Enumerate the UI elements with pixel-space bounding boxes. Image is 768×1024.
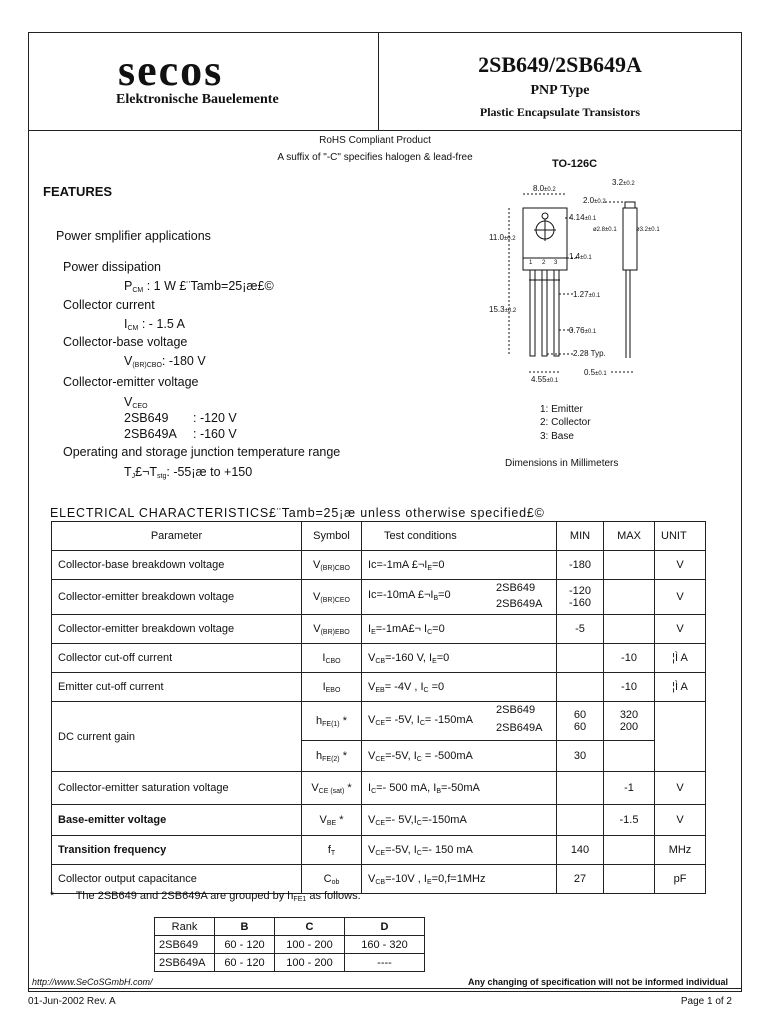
marking-dot bbox=[542, 213, 548, 219]
symbol-cell bbox=[302, 580, 362, 615]
company-name: Elektronische Bauelemente bbox=[116, 92, 279, 107]
condition-mid: =- 5V,I bbox=[385, 813, 417, 826]
dim-step bbox=[569, 252, 592, 261]
pin-number-3: 3 bbox=[554, 260, 558, 266]
dim-lead-thick bbox=[569, 326, 596, 335]
feature-application: Power smplifier applications bbox=[56, 229, 211, 243]
max-cell bbox=[604, 615, 655, 644]
table-row bbox=[155, 954, 425, 972]
condition-cell bbox=[362, 673, 557, 702]
symbol-subscript: FE(1) bbox=[322, 720, 340, 728]
dim-thickness-value: 3.2 bbox=[612, 178, 624, 187]
symbol-cell bbox=[302, 702, 362, 741]
features-title: FEATURES bbox=[43, 184, 113, 199]
symbol-text: I bbox=[322, 680, 326, 693]
pcm-value: : 1 W £¨Tamb=25¡æ£© bbox=[146, 279, 274, 293]
condition-text: V bbox=[368, 813, 376, 826]
symbol-cell bbox=[302, 836, 362, 865]
symbol-cell bbox=[302, 805, 362, 836]
note-subscript: FE1 bbox=[293, 896, 307, 903]
min-cell: 140 bbox=[557, 836, 604, 865]
symbol-text: V bbox=[311, 781, 319, 794]
electrical-characteristics-table bbox=[51, 521, 706, 894]
condition-subscript: CE bbox=[375, 755, 386, 763]
dim-step-value: 1.4 bbox=[569, 252, 581, 261]
table-row bbox=[155, 936, 425, 954]
symbol-cell bbox=[302, 741, 362, 772]
max-cell bbox=[604, 551, 655, 580]
dim-side-lead-value: 0.5 bbox=[584, 368, 596, 377]
condition-main bbox=[368, 589, 451, 602]
max-cell bbox=[604, 836, 655, 865]
pin-number-2: 2 bbox=[542, 260, 546, 266]
device-2sb649a: 2SB649A bbox=[496, 598, 543, 610]
dim-body-height-value: 11.0 bbox=[489, 233, 504, 242]
param-cell: Collector output capacitance bbox=[52, 865, 302, 894]
unit-cell bbox=[655, 702, 706, 772]
condition-cell bbox=[362, 702, 557, 741]
symbol-star: * bbox=[339, 813, 344, 826]
icm-spec bbox=[124, 317, 185, 332]
unit-cell: ¦Ì A bbox=[655, 673, 706, 702]
min-cell bbox=[557, 580, 604, 615]
condition-text: V bbox=[368, 714, 376, 726]
rank-table bbox=[154, 917, 425, 972]
tj-symbol: T bbox=[124, 465, 132, 479]
ce-voltage-label: Collector-emitter voltage bbox=[63, 375, 199, 389]
header-conditions bbox=[362, 522, 557, 551]
package-title: TO-126C bbox=[552, 158, 598, 170]
condition-text: I bbox=[368, 781, 372, 794]
condition-mid: =-5V, I bbox=[385, 843, 417, 856]
tstg-symbol: £¬T bbox=[135, 465, 158, 479]
dim-hole-dia-tol: ±0.1 bbox=[605, 227, 617, 233]
note-end: as follows. bbox=[306, 890, 361, 902]
table-row bbox=[52, 673, 706, 702]
rank-d-value: ---- bbox=[345, 954, 425, 972]
condition-cell bbox=[362, 741, 557, 772]
condition-end: =-50mA bbox=[441, 781, 480, 794]
unit-cell: V bbox=[655, 551, 706, 580]
dim-width-value: 8.0 bbox=[533, 184, 545, 193]
lead-2 bbox=[542, 270, 547, 356]
max-cell bbox=[604, 702, 655, 741]
condition-subscript: B bbox=[433, 595, 439, 602]
vceo-2sb649a-name: 2SB649A bbox=[124, 427, 177, 441]
dim-lead-thick-value: 0.76 bbox=[569, 326, 585, 335]
symbol-cell bbox=[302, 551, 362, 580]
condition-text: V bbox=[368, 872, 376, 885]
unit-cell: V bbox=[655, 772, 706, 805]
condition-subscript-2: E bbox=[426, 878, 432, 886]
vceo-2sb649a-value: : -160 V bbox=[193, 427, 237, 441]
symbol-star: * bbox=[342, 749, 347, 762]
dim-lead-span-tol: ±0.1 bbox=[546, 378, 559, 384]
device-2sb649a: 2SB649A bbox=[496, 722, 543, 734]
condition-cell bbox=[362, 865, 557, 894]
pin-3-label: 3: Base bbox=[540, 431, 574, 442]
symbol-text: h bbox=[316, 749, 323, 762]
condition-text: V bbox=[368, 749, 376, 762]
dim-lead-length bbox=[489, 305, 516, 314]
header-max: MAX bbox=[604, 522, 655, 551]
condition-end: =0,f=1MHz bbox=[431, 872, 486, 885]
rank-header-row bbox=[155, 918, 425, 936]
condition-end: = -500mA bbox=[421, 749, 473, 762]
icm-subscript: CM bbox=[127, 325, 139, 332]
dim-lead-width-value: 1.27 bbox=[573, 290, 589, 299]
dim-step-tol: ±0.1 bbox=[580, 255, 592, 261]
symbol-subscript: CBO bbox=[325, 657, 341, 665]
pin-2-label: 2: Collector bbox=[540, 417, 591, 428]
symbol-text: V bbox=[313, 558, 321, 571]
dim-body-height bbox=[489, 233, 516, 242]
lead-3 bbox=[554, 270, 559, 356]
dim-lead-thick-tol: ±0.1 bbox=[584, 329, 597, 335]
condition-subscript: CE bbox=[375, 720, 386, 727]
pin-number-1: 1 bbox=[529, 260, 533, 266]
condition-mid: =-1mA£¬ I bbox=[375, 622, 428, 635]
min-2sb649a: 60 bbox=[573, 721, 587, 733]
condition-cell bbox=[362, 615, 557, 644]
param-cell: DC current gain bbox=[52, 702, 302, 772]
condition-subscript-2: C bbox=[427, 628, 433, 636]
condition-end: = -150mA bbox=[424, 714, 473, 726]
unit-cell: pF bbox=[655, 865, 706, 894]
temperature-value: : -55¡æ to +150 bbox=[166, 465, 253, 479]
dim-tab-value: 2.0 bbox=[583, 196, 595, 205]
symbol-subscript: T bbox=[330, 849, 336, 857]
dim-pitch: 2.28 Typ. bbox=[573, 349, 606, 358]
rank-header-c: C bbox=[275, 918, 345, 936]
tstg-subscript: stg bbox=[157, 473, 167, 480]
condition-mid: = -5V, I bbox=[385, 714, 420, 726]
condition-subscript: CB bbox=[375, 657, 386, 665]
product-subtitle: Plastic Encapsulate Transistors bbox=[479, 105, 641, 119]
dim-side-dia-tol: ±0.1 bbox=[648, 227, 660, 233]
condition-subscript-2: C bbox=[419, 720, 425, 727]
condition-subscript-2: E bbox=[432, 657, 437, 665]
condition-text: V bbox=[368, 651, 376, 664]
min-2sb649: 60 bbox=[573, 709, 587, 721]
table-row bbox=[52, 805, 706, 836]
condition-end: =0 bbox=[431, 558, 445, 571]
condition-end: =0 bbox=[436, 651, 450, 664]
rank-header: Rank bbox=[155, 918, 215, 936]
symbol-subscript: BE bbox=[326, 819, 337, 827]
icm-value: : - 1.5 A bbox=[141, 317, 185, 331]
symbol-text: I bbox=[322, 651, 326, 664]
symbol-cell bbox=[302, 673, 362, 702]
vceo-symbol bbox=[124, 395, 148, 410]
min-cell bbox=[557, 805, 604, 836]
header-min: MIN bbox=[557, 522, 604, 551]
table-row bbox=[52, 580, 706, 615]
halogen-notice: A suffix of "-C" specifies halogen & lead-free bbox=[277, 152, 473, 163]
symbol-text: V bbox=[313, 590, 321, 603]
rank-b-value: 60 - 120 bbox=[215, 954, 275, 972]
condition-subscript: E bbox=[371, 628, 376, 636]
symbol-star: * bbox=[342, 714, 347, 727]
table-row bbox=[52, 615, 706, 644]
symbol-subscript: (BR)CEO bbox=[320, 596, 350, 604]
condition-cell bbox=[362, 836, 557, 865]
dim-lead-span bbox=[531, 375, 558, 384]
min-2sb649: -120 bbox=[568, 585, 592, 597]
param-cell: Collector-emitter breakdown voltage bbox=[52, 580, 302, 615]
condition-subscript-2: C bbox=[416, 819, 422, 827]
min-2sb649a: -160 bbox=[568, 597, 592, 609]
condition-mid: =- 500 mA, I bbox=[376, 781, 437, 794]
symbol-text: V bbox=[313, 622, 321, 635]
rank-device: 2SB649 bbox=[155, 936, 215, 954]
collector-current-label: Collector current bbox=[63, 298, 155, 312]
table-row bbox=[52, 702, 706, 741]
dim-side-dia bbox=[636, 227, 660, 233]
revision-date: 01-Jun-2002 Rev. A bbox=[28, 996, 116, 1007]
dim-lead-width bbox=[573, 290, 600, 299]
vcbo-spec bbox=[124, 354, 206, 369]
dim-lead-length-value: 15.3 bbox=[489, 305, 505, 314]
max-cell bbox=[604, 865, 655, 894]
condition-cell bbox=[362, 644, 557, 673]
min-cell bbox=[557, 644, 604, 673]
condition-end: =0 bbox=[432, 622, 445, 635]
header-parameter: Parameter bbox=[52, 522, 302, 551]
symbol-subscript: CE (sat) bbox=[318, 787, 345, 795]
vceo-subscript: CEO bbox=[132, 403, 148, 410]
transistor-type: PNP Type bbox=[530, 83, 590, 98]
vceo-2sb649-value: : -120 V bbox=[193, 411, 237, 425]
param-cell: Emitter cut-off current bbox=[52, 673, 302, 702]
dim-hole-dia-value: ø2.8 bbox=[593, 227, 606, 233]
power-dissipation-label: Power dissipation bbox=[63, 260, 161, 274]
dim-lead-span-value: 4.55 bbox=[531, 375, 547, 384]
max-cell: -10 bbox=[604, 673, 655, 702]
dim-side-dia-value: ø3.2 bbox=[636, 227, 649, 233]
symbol-cell bbox=[302, 644, 362, 673]
dim-thickness-tol: ±0.2 bbox=[623, 181, 635, 187]
condition-subscript-2: C bbox=[416, 849, 422, 857]
param-cell: Collector-base breakdown voltage bbox=[52, 551, 302, 580]
param-cell: Collector-emitter saturation voltage bbox=[52, 772, 302, 805]
condition-text: V bbox=[368, 843, 376, 856]
min-cell: 30 bbox=[557, 741, 604, 772]
dim-side-lead-tol: ±0.1 bbox=[595, 371, 607, 377]
table-row bbox=[52, 551, 706, 580]
footer-divider bbox=[28, 988, 742, 989]
header-divider-horizontal bbox=[28, 130, 742, 131]
dim-hole-pos-tol: ±0.1 bbox=[584, 216, 597, 222]
change-notice: Any changing of specification will not be informed individual bbox=[467, 977, 728, 987]
symbol-text: V bbox=[319, 813, 327, 826]
condition-text: V bbox=[368, 680, 376, 693]
unit-cell: MHz bbox=[655, 836, 706, 865]
condition-end: =0 bbox=[428, 680, 445, 693]
min-cell: -180 bbox=[557, 551, 604, 580]
condition-subscript: CB bbox=[375, 878, 386, 886]
max-cell bbox=[604, 580, 655, 615]
dim-hole-dia bbox=[593, 227, 617, 233]
pcm-spec bbox=[124, 279, 274, 294]
min-cell: 27 bbox=[557, 865, 604, 894]
symbol-text: C bbox=[323, 872, 332, 885]
tj-subscript: J bbox=[131, 473, 136, 480]
rank-d-value: 160 - 320 bbox=[345, 936, 425, 954]
header-conditions-text: Test conditions bbox=[384, 530, 457, 542]
package-side-view bbox=[623, 208, 637, 270]
condition-mid: =-160 V, I bbox=[385, 651, 433, 664]
condition-end: =0 bbox=[438, 589, 451, 601]
min-cell bbox=[557, 673, 604, 702]
dim-width bbox=[533, 184, 556, 193]
table-row bbox=[52, 772, 706, 805]
condition-subscript-2: B bbox=[436, 787, 442, 795]
vcbo-value: : -180 V bbox=[161, 354, 206, 368]
part-number: 2SB649/2SB649A bbox=[478, 52, 642, 77]
param-cell: Transition frequency bbox=[52, 836, 302, 865]
condition-subscript-2: C bbox=[423, 686, 429, 694]
company-logo: secos bbox=[118, 46, 224, 95]
symbol-subscript: EBO bbox=[325, 686, 341, 694]
max-2sb649a: 200 bbox=[619, 721, 639, 733]
ec-title: ELECTRICAL CHARACTERISTICS£¨Tamb=25¡æ unless otherwise specified£© bbox=[50, 506, 545, 520]
unit-cell: ¦Ì A bbox=[655, 644, 706, 673]
note-text: The 2SB649 and 2SB649A are grouped by h bbox=[75, 890, 294, 902]
symbol-text: h bbox=[316, 714, 323, 727]
dim-lead-width-tol: ±0.1 bbox=[588, 293, 601, 299]
unit-cell: V bbox=[655, 580, 706, 615]
max-cell: -10 bbox=[604, 644, 655, 673]
condition-subscript: CE bbox=[375, 819, 386, 827]
device-2sb649: 2SB649 bbox=[496, 704, 536, 716]
unit-cell: V bbox=[655, 615, 706, 644]
rank-b-value: 60 - 120 bbox=[215, 936, 275, 954]
vceo-2sb649-name: 2SB649 bbox=[124, 411, 169, 425]
table-row bbox=[52, 836, 706, 865]
condition-text: Ic=-1mA £¬I bbox=[368, 558, 428, 571]
condition-subscript: C bbox=[371, 787, 377, 795]
dim-hole-pos-value: 4.14 bbox=[569, 213, 585, 222]
condition-subscript-2: C bbox=[416, 755, 422, 763]
condition-subscript: CE bbox=[375, 849, 386, 857]
min-cell: -5 bbox=[557, 615, 604, 644]
rank-header-d: D bbox=[345, 918, 425, 936]
condition-cell bbox=[362, 772, 557, 805]
rank-c-value: 100 - 200 bbox=[275, 936, 345, 954]
rohs-notice: RoHS Compliant Product bbox=[319, 135, 431, 146]
condition-mid: =-10V , I bbox=[385, 872, 427, 885]
symbol-subscript: ob bbox=[331, 878, 340, 886]
max-2sb649: 320 bbox=[619, 709, 639, 721]
grouping-note bbox=[50, 890, 361, 903]
min-cell bbox=[557, 772, 604, 805]
header-symbol: Symbol bbox=[302, 522, 362, 551]
pcm-subscript: CM bbox=[132, 287, 144, 294]
param-cell: Base-emitter voltage bbox=[52, 805, 302, 836]
condition-subscript: EB bbox=[375, 686, 385, 694]
max-cell: -1 bbox=[604, 772, 655, 805]
dimensions-note: Dimensions in Millimeters bbox=[505, 458, 619, 469]
dim-tab bbox=[583, 196, 606, 205]
max-cell: -1.5 bbox=[604, 805, 655, 836]
symbol-subscript: (BR)EBO bbox=[320, 628, 350, 636]
symbol-text: f bbox=[327, 843, 331, 856]
table-row bbox=[52, 644, 706, 673]
vcbo-subscript: (BR)CBO bbox=[132, 362, 162, 369]
symbol-subscript: (BR)CBO bbox=[320, 564, 350, 572]
website-link[interactable]: http://www.SeCoSGmbH.com/ bbox=[32, 977, 153, 987]
dim-thickness bbox=[612, 178, 635, 187]
table-header-row bbox=[52, 522, 706, 551]
cb-voltage-label: Collector-base voltage bbox=[63, 335, 188, 349]
temperature-spec bbox=[124, 465, 252, 480]
symbol-star: * bbox=[347, 781, 352, 794]
condition-mid: = -4V , I bbox=[384, 680, 424, 693]
temperature-label: Operating and storage junction temperature range bbox=[63, 445, 341, 459]
note-star: * bbox=[50, 890, 55, 902]
param-cell: Collector cut-off current bbox=[52, 644, 302, 673]
device-2sb649: 2SB649 bbox=[496, 582, 536, 594]
min-cell bbox=[557, 702, 604, 741]
condition-mid: =-5V, I bbox=[385, 749, 417, 762]
symbol-cell bbox=[302, 772, 362, 805]
condition-cell bbox=[362, 551, 557, 580]
page-number: Page 1 of 2 bbox=[680, 996, 732, 1007]
pcm-symbol: P bbox=[124, 279, 133, 293]
symbol-cell bbox=[302, 615, 362, 644]
vceo-sym: V bbox=[124, 395, 133, 409]
pin-1-label: 1: Emitter bbox=[540, 404, 583, 415]
vcbo-symbol: V bbox=[124, 354, 133, 368]
rank-c-value: 100 - 200 bbox=[275, 954, 345, 972]
dim-side-lead bbox=[584, 368, 607, 377]
max-cell bbox=[604, 741, 655, 772]
icm-symbol: I bbox=[124, 317, 128, 331]
dim-width-tol: ±0.2 bbox=[544, 187, 556, 193]
header-unit: UNIT bbox=[655, 522, 706, 551]
condition-cell bbox=[362, 580, 557, 615]
symbol-subscript: FE(2) bbox=[322, 755, 340, 763]
condition-text: Ic=-10mA £¬I bbox=[368, 589, 434, 601]
condition-text: I bbox=[368, 622, 372, 635]
lead-1 bbox=[530, 270, 535, 356]
rank-header-b: B bbox=[215, 918, 275, 936]
condition-subscript: E bbox=[427, 564, 432, 572]
condition-main bbox=[368, 714, 473, 727]
rank-device: 2SB649A bbox=[155, 954, 215, 972]
dim-tab-tol: ±0.2 bbox=[594, 199, 606, 205]
dim-lead-length-tol: ±0.2 bbox=[504, 308, 517, 314]
dim-hole-pos bbox=[569, 213, 596, 222]
condition-cell bbox=[362, 805, 557, 836]
dim-body-height-tol: ±0.2 bbox=[503, 236, 516, 242]
condition-end: =-150mA bbox=[421, 813, 467, 826]
param-cell: Collector-emitter breakdown voltage bbox=[52, 615, 302, 644]
condition-end: =- 150 mA bbox=[421, 843, 473, 856]
unit-cell: V bbox=[655, 805, 706, 836]
